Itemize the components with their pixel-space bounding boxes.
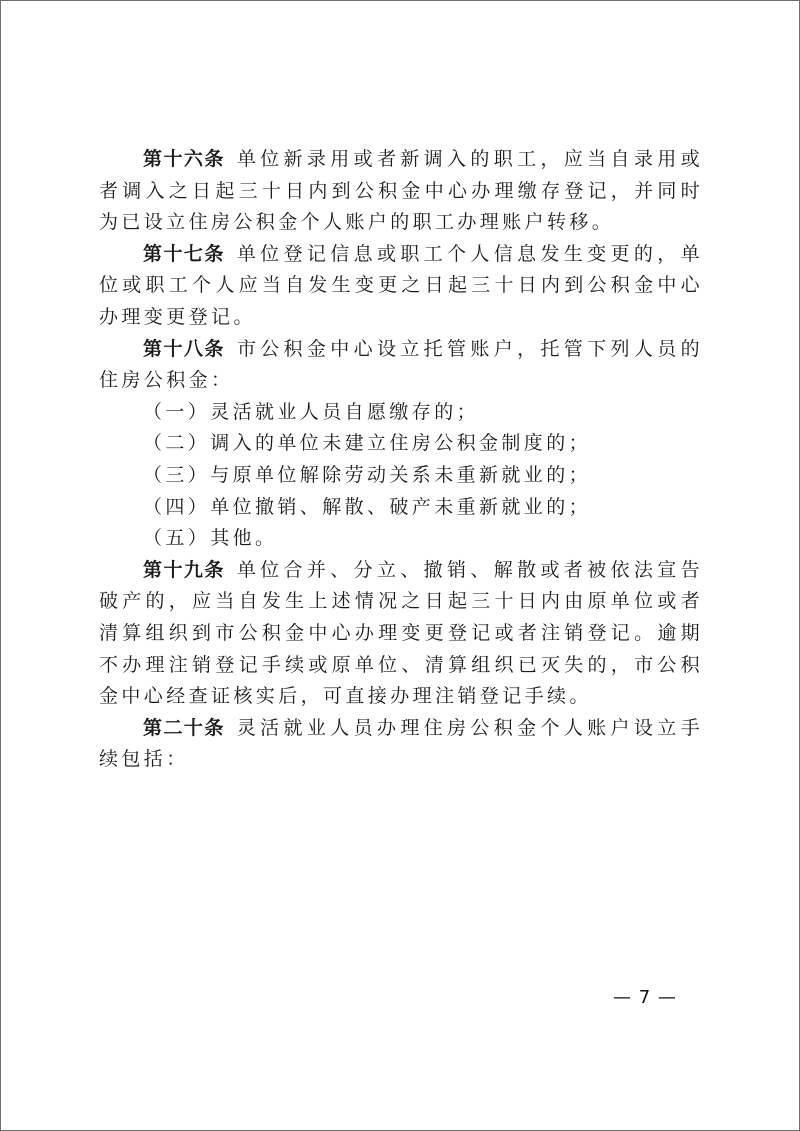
article-17-heading: 第十七条 <box>143 242 225 265</box>
article-20-heading: 第二十条 <box>143 716 225 739</box>
article-18-text: 市公积金中心设立托管账户，托管下列人员的住房公积金： <box>99 337 703 392</box>
article-18-heading: 第十八条 <box>143 337 225 360</box>
article-18 <box>99 334 703 397</box>
article-19-text: 单位合并、分立、撤销、解散或者被依法宣告破产的，应当自发生上述情况之日起三十日内由原单位或者清算组织到市公积金中心办理变更登记或者注销登记。逾期不办理注销登记手续或原单位、清算组织已灭失的，市公积金中心经查证核实后，可直接办理注销登记手续。 <box>99 558 703 708</box>
article-17 <box>99 239 703 334</box>
article-19 <box>99 555 703 713</box>
article-16-text: 单位新录用或者新调入的职工，应当自录用或者调入之日起三十日内到公积金中心办理缴存登记，并同时为已设立住房公积金个人账户的职工办理账户转移。 <box>99 148 703 234</box>
article-16-heading: 第十六条 <box>143 148 225 170</box>
article-19-heading: 第十九条 <box>143 558 225 581</box>
page-number: — 7 — <box>613 987 677 1008</box>
article-20 <box>99 713 703 776</box>
document-body <box>99 144 703 776</box>
article-18-item-5: （五）其他。 <box>143 527 278 550</box>
article-20-text: 灵活就业人员办理住房公积金个人账户设立手续包括： <box>99 716 703 771</box>
article-17-text: 单位登记信息或职工个人信息发生变更的，单位或职工个人应当自发生变更之日起三十日内到公积金中心办理变更登记。 <box>99 242 703 328</box>
article-18-item-2: （二）调入的单位未建立住房公积金制度的； <box>143 432 592 455</box>
article-18-item-1: （一）灵活就业人员自愿缴存的； <box>143 400 480 423</box>
article-18-item-4: （四）单位撤销、解散、破产未重新就业的； <box>143 495 592 518</box>
article-18-item-3: （三）与原单位解除劳动关系未重新就业的； <box>143 463 592 486</box>
article-16 <box>99 144 703 239</box>
